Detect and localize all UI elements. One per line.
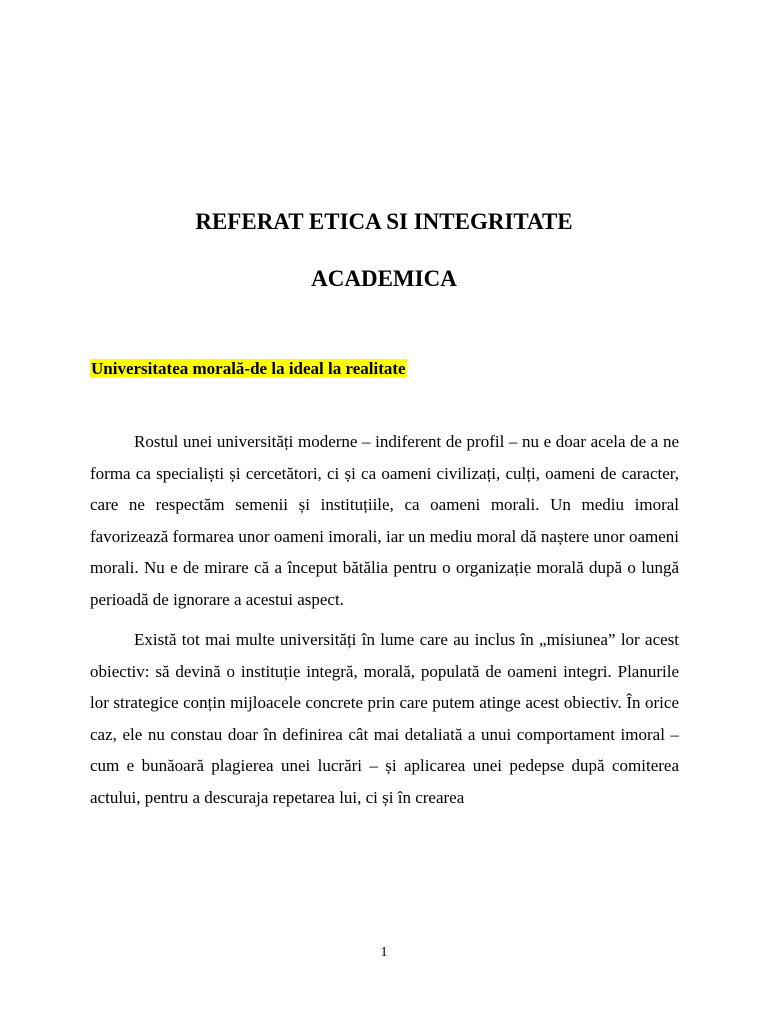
page-number: 1 <box>380 945 388 960</box>
section-heading <box>90 358 407 380</box>
section-heading-highlight: Universitatea morală-de la ideal la realitate <box>91 359 406 378</box>
document-title-line-1: REFERAT ETICA SI INTEGRITATE <box>195 209 573 234</box>
paragraph-1: Rostul unei universități moderne – indiferent de profil – nu e doar acela de a ne forma ca specialiști și cercetători, ci și ca oameni civilizați, culți, oameni de caracter, care ne respectăm semenii și instituțiile, ca oameni morali. Un mediu imoral favorizează formarea unor oameni imorali, iar un mediu moral dă naștere unor oameni morali. Nu e de mirare că a început bătălia pentru o organizație morală după o lungă perioadă de ignorare a acestui aspect. <box>90 432 679 609</box>
document-title-line-2: ACADEMICA <box>311 266 457 291</box>
paragraph-2: Există tot mai multe universități în lume care au inclus în „misiunea” lor acest obiectiv: să devină o instituție integră, morală, populată de oameni integri. Planurile lor strategice conțin mijloacele concrete prin care putem atinge acest obiectiv. În orice caz, ele nu constau doar în definirea cât mai detaliată a unui comportament imoral – cum e bunăoară plagierea unei lucrări – și aplicarea unei pedepse după comiterea actului, pentru a descuraja repetarea lui, ci și în crearea <box>90 630 679 807</box>
